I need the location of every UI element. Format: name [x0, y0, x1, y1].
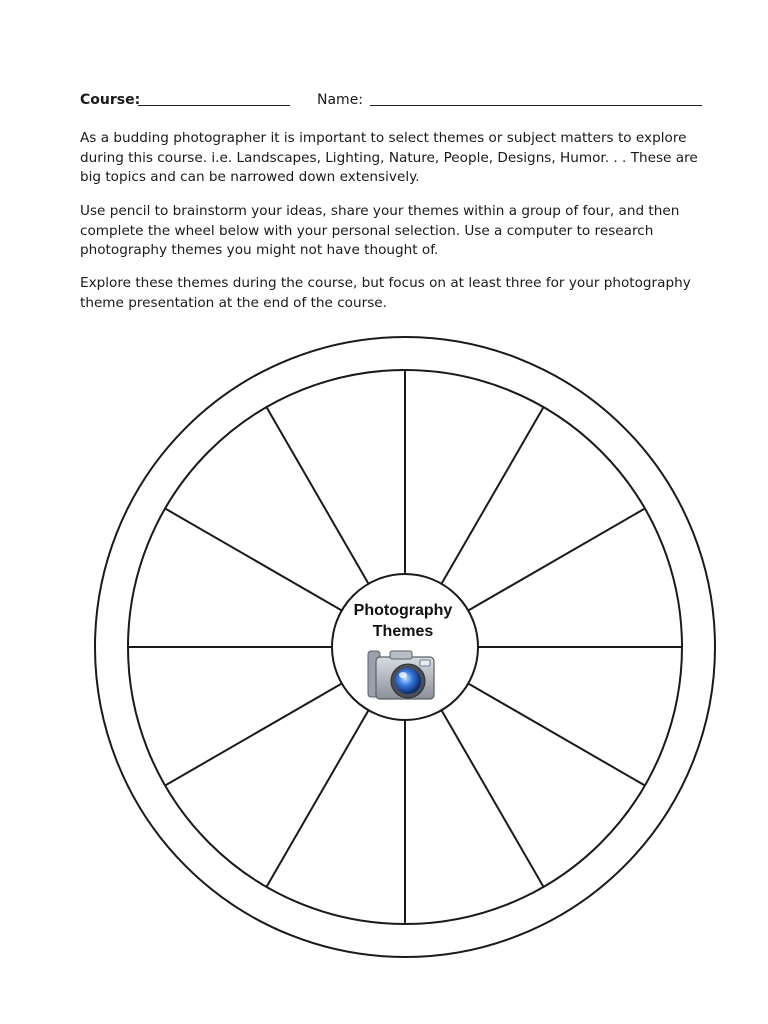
- course-label: Course:: [80, 92, 141, 108]
- instructions-paragraph: Use pencil to brainstorm your ideas, share your themes within a group of four, and then complete the wheel below with your personal selection. Use a computer to research photography themes you might not have thought of.: [80, 203, 680, 258]
- center-title-line1: Photography: [353, 602, 453, 619]
- wheel-spoke: [468, 684, 645, 786]
- wheel-spoke: [165, 509, 342, 611]
- wheel-spoke: [165, 684, 342, 786]
- intro-paragraph: As a budding photographer it is important to select themes or subject matters to explore during this course. i.e. Landscapes, Lighting, Nature, People, Designs, Humor. . . These are big topics and can be narrowed down extensively.: [80, 130, 698, 185]
- camera-icon: [366, 645, 438, 703]
- wheel-center-title: [333, 600, 473, 642]
- wheel-spoke: [442, 407, 544, 584]
- name-label: Name:: [317, 92, 364, 108]
- focus-paragraph: Explore these themes during the course, but focus on at least three for your photography theme presentation at the end of the course.: [80, 275, 691, 311]
- wheel-spoke: [468, 509, 645, 611]
- wheel-spoke: [267, 710, 369, 887]
- center-title-line2: Themes: [372, 623, 434, 640]
- wheel-spoke: [442, 710, 544, 887]
- wheel-spoke: [267, 407, 369, 584]
